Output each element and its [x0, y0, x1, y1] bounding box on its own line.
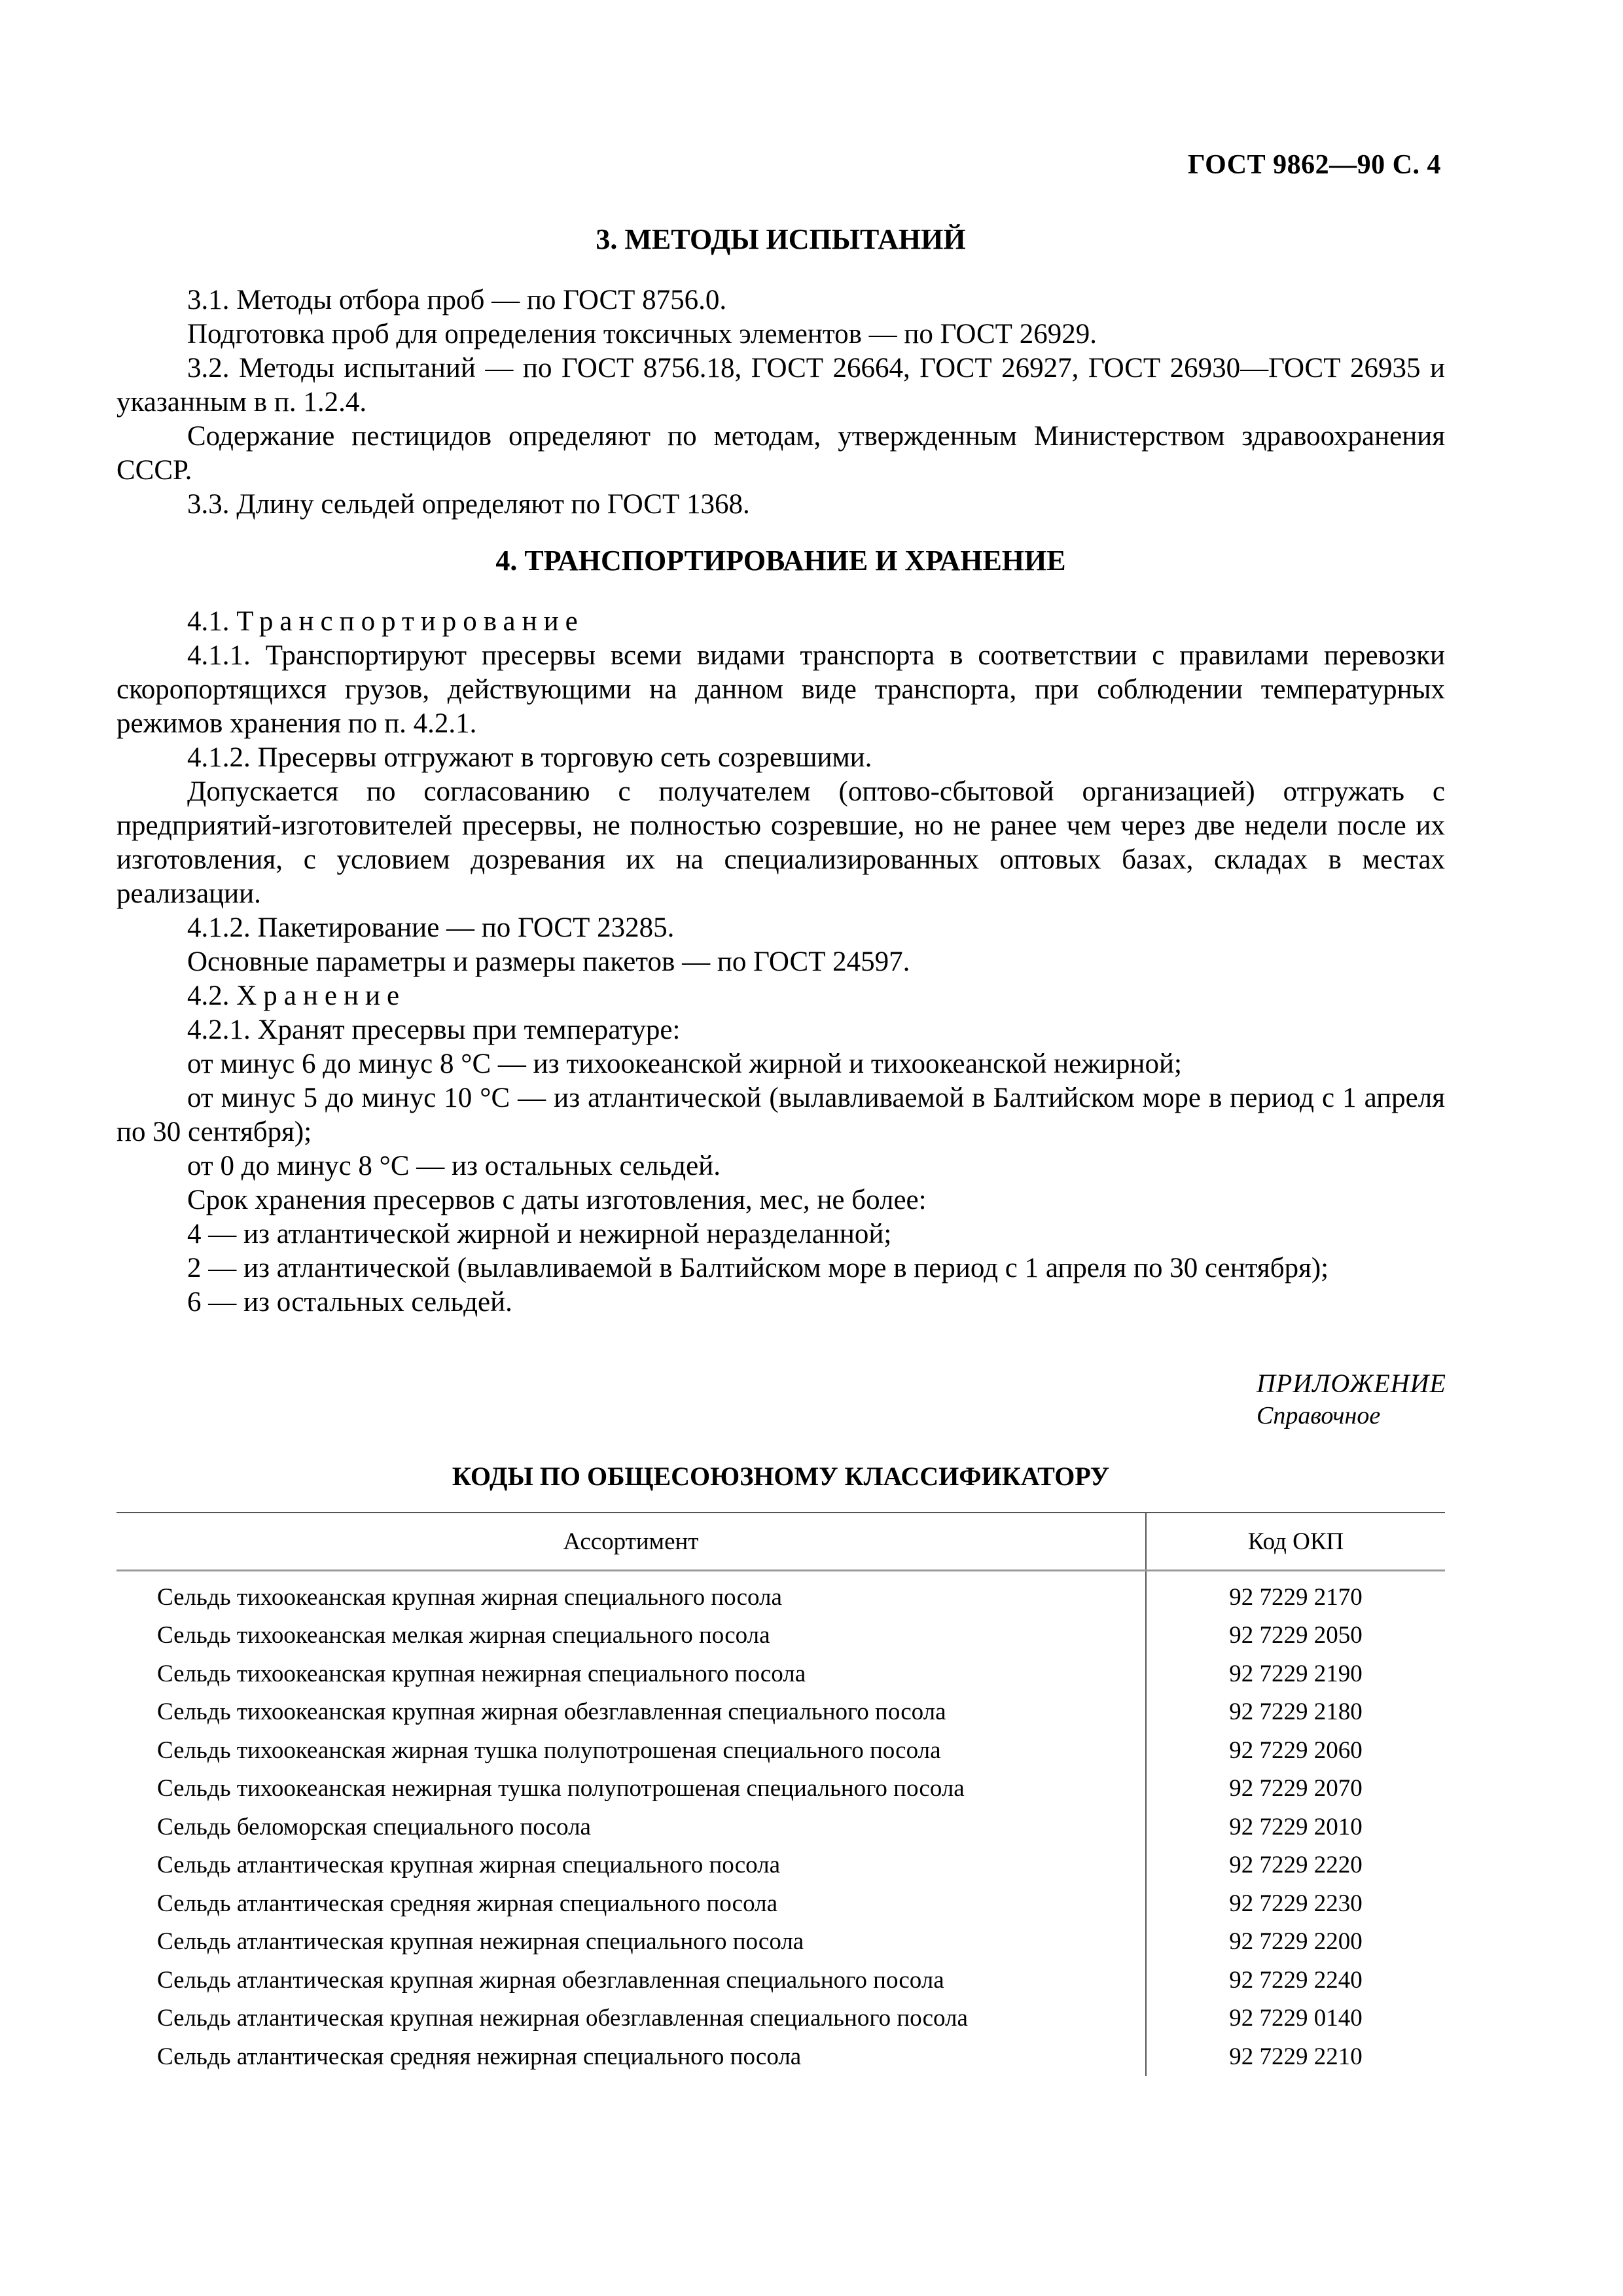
- table-row: [116, 1770, 1445, 1808]
- code-cell: 92 7229 2240: [1229, 1966, 1363, 1994]
- code-cell: 92 7229 0140: [1229, 2005, 1363, 2032]
- code-cell: 92 7229 2210: [1229, 2043, 1363, 2070]
- column-header-assortment: Ассортимент: [116, 1513, 1146, 1571]
- shelf-life-item-3: 6 — из остальных сельдей.: [187, 1287, 512, 1318]
- paragraph-4-1-heading: Транспортирование: [236, 606, 584, 637]
- code-cell: 92 7229 2190: [1229, 1660, 1363, 1687]
- temperature-item-3: от 0 до минус 8 °С — из остальных сельдей.: [187, 1151, 721, 1181]
- main-content: [116, 223, 1445, 1319]
- assortment-cell: Сельдь тихоокеанская крупная нежирная специального посола: [116, 1655, 1146, 1693]
- paragraph-4-1-2-packaging: 4.1.2. Пакетирование — по ГОСТ 23285.: [187, 912, 675, 943]
- table-row: [116, 1808, 1445, 1846]
- paragraph-3-2-pesticides: Содержание пестицидов определяют по методам, утвержденным Министерством здравоохранения СССР.: [116, 421, 1445, 486]
- paragraph-4-1: [116, 605, 1445, 639]
- section-3-title: 3. МЕТОДЫ ИСПЫТАНИЙ: [596, 223, 966, 255]
- paragraph-4-1-2: 4.1.2. Пресервы отгружают в торговую сеть созревшими.: [187, 742, 872, 773]
- appendix-label: [1257, 1368, 1446, 1430]
- assortment-cell: Сельдь тихоокеанская крупная жирная обезглавленная специального посола: [116, 1693, 1146, 1732]
- paragraph-4-1-2-params: Основные параметры и размеры пакетов — по ГОСТ 24597.: [187, 946, 910, 977]
- paragraph-4-1-2-allowed: Допускается по согласованию с получателем (оптово-сбытовой организацией) отгружать с предприятий-изготовителей пресервы, не полностью созревшие, но не ранее чем через две недели после их изготовления, с условием дозревания их на специализированных оптовых базах, складах в местах реализации.: [116, 776, 1445, 909]
- assortment-cell: Сельдь атлантическая крупная жирная обезглавленная специального посола: [116, 1961, 1146, 2000]
- column-header-code: Код ОКП: [1146, 1513, 1445, 1571]
- paragraph-4-2-number: 4.2.: [187, 980, 230, 1011]
- table-row: [116, 1923, 1445, 1962]
- table-row: [116, 2037, 1445, 2076]
- paragraph-4-2-1: 4.2.1. Хранят пресервы при температуре:: [187, 1014, 681, 1045]
- paragraph-4-2: [116, 979, 1445, 1013]
- shelf-life-item-1: 4 — из атлантической жирной и нежирной неразделанной;: [187, 1219, 892, 1249]
- table-row: [116, 1571, 1445, 1617]
- assortment-cell: Сельдь беломорская специального посола: [116, 1808, 1146, 1846]
- assortment-cell: Сельдь тихоокеанская нежирная тушка полупотрошеная специального посола: [116, 1770, 1146, 1808]
- table-row: [116, 1731, 1445, 1770]
- assortment-cell: Сельдь тихоокеанская мелкая жирная специального посола: [116, 1617, 1146, 1655]
- code-cell: 92 7229 2050: [1229, 1622, 1363, 1649]
- assortment-cell: Сельдь тихоокеанская жирная тушка полупотрошеная специального посола: [116, 1731, 1146, 1770]
- paragraph-3-1: 3.1. Методы отбора проб — по ГОСТ 8756.0.: [187, 285, 727, 315]
- code-cell: 92 7229 2060: [1229, 1736, 1363, 1764]
- table-row: [116, 2000, 1445, 2038]
- codes-table: [116, 1512, 1445, 2076]
- shelf-life-intro: Срок хранения пресервов с даты изготовления, мес, не более:: [187, 1185, 927, 1215]
- code-cell: 92 7229 2070: [1229, 1775, 1363, 1803]
- table-row: [116, 1846, 1445, 1885]
- table-row: [116, 1884, 1445, 1923]
- page-header: ГОСТ 9862—90 С. 4: [1187, 150, 1441, 180]
- table-row: [116, 1961, 1445, 2000]
- table-header-row: [116, 1513, 1445, 1571]
- paragraph-3-2: 3.2. Методы испытаний — по ГОСТ 8756.18, ГОСТ 26664, ГОСТ 26927, ГОСТ 26930—ГОСТ 26935 и указанным в п. 1.2.4.: [116, 353, 1445, 418]
- table-row: [116, 1617, 1445, 1655]
- assortment-cell: Сельдь атлантическая крупная нежирная обезглавленная специального посола: [116, 2000, 1146, 2038]
- assortment-cell: Сельдь атлантическая средняя нежирная специального посола: [116, 2037, 1146, 2076]
- appendix-subtitle: Справочное: [1257, 1402, 1381, 1429]
- code-cell: 92 7229 2180: [1229, 1698, 1363, 1726]
- temperature-item-1: от минус 6 до минус 8 °С — из тихоокеанской жирной и тихоокеанской нежирной;: [187, 1049, 1182, 1079]
- shelf-life-item-2: 2 — из атлантической (вылавливаемой в Балтийском море в период с 1 апреля по 30 сентября);: [187, 1253, 1329, 1283]
- assortment-cell: Сельдь атлантическая средняя жирная специального посола: [116, 1884, 1146, 1923]
- appendix-title: ПРИЛОЖЕНИЕ: [1257, 1369, 1446, 1398]
- table-row: [116, 1655, 1445, 1693]
- paragraph-3-1-prep: Подготовка проб для определения токсичных элементов — по ГОСТ 26929.: [187, 319, 1097, 350]
- temperature-item-2: от минус 5 до минус 10 °С — из атлантической (вылавливаемой в Балтийском море в период с 1 апреля по 30 сентября);: [116, 1083, 1445, 1147]
- table-row: [116, 1693, 1445, 1732]
- code-cell: 92 7229 2220: [1229, 1852, 1363, 1879]
- code-cell: 92 7229 2010: [1229, 1813, 1363, 1840]
- table-body: [116, 1571, 1445, 2076]
- paragraph-4-1-1: 4.1.1. Транспортируют пресервы всеми видами транспорта в соответствии с правилами перевозки скоропортящихся грузов, действующими на данном виде транспорта, при соблюдении температурных режимов хранения по п. 4.2.1.: [116, 640, 1445, 739]
- code-cell: 92 7229 2230: [1229, 1890, 1363, 1917]
- assortment-cell: Сельдь атлантическая крупная жирная специального посола: [116, 1846, 1146, 1885]
- paragraph-3-3: 3.3. Длину сельдей определяют по ГОСТ 1368.: [187, 489, 750, 520]
- section-4-title: 4. ТРАНСПОРТИРОВАНИЕ И ХРАНЕНИЕ: [495, 545, 1066, 577]
- assortment-cell: Сельдь тихоокеанская крупная жирная специального посола: [116, 1571, 1146, 1617]
- paragraph-4-1-number: 4.1.: [187, 606, 230, 637]
- table-title: КОДЫ ПО ОБЩЕСОЮЗНОМУ КЛАССИФИКАТОРУ: [452, 1462, 1110, 1491]
- code-cell: 92 7229 2170: [1229, 1583, 1363, 1611]
- code-cell: 92 7229 2200: [1229, 1928, 1363, 1956]
- assortment-cell: Сельдь атлантическая крупная нежирная специального посола: [116, 1923, 1146, 1962]
- paragraph-4-2-heading: Хранение: [236, 980, 406, 1011]
